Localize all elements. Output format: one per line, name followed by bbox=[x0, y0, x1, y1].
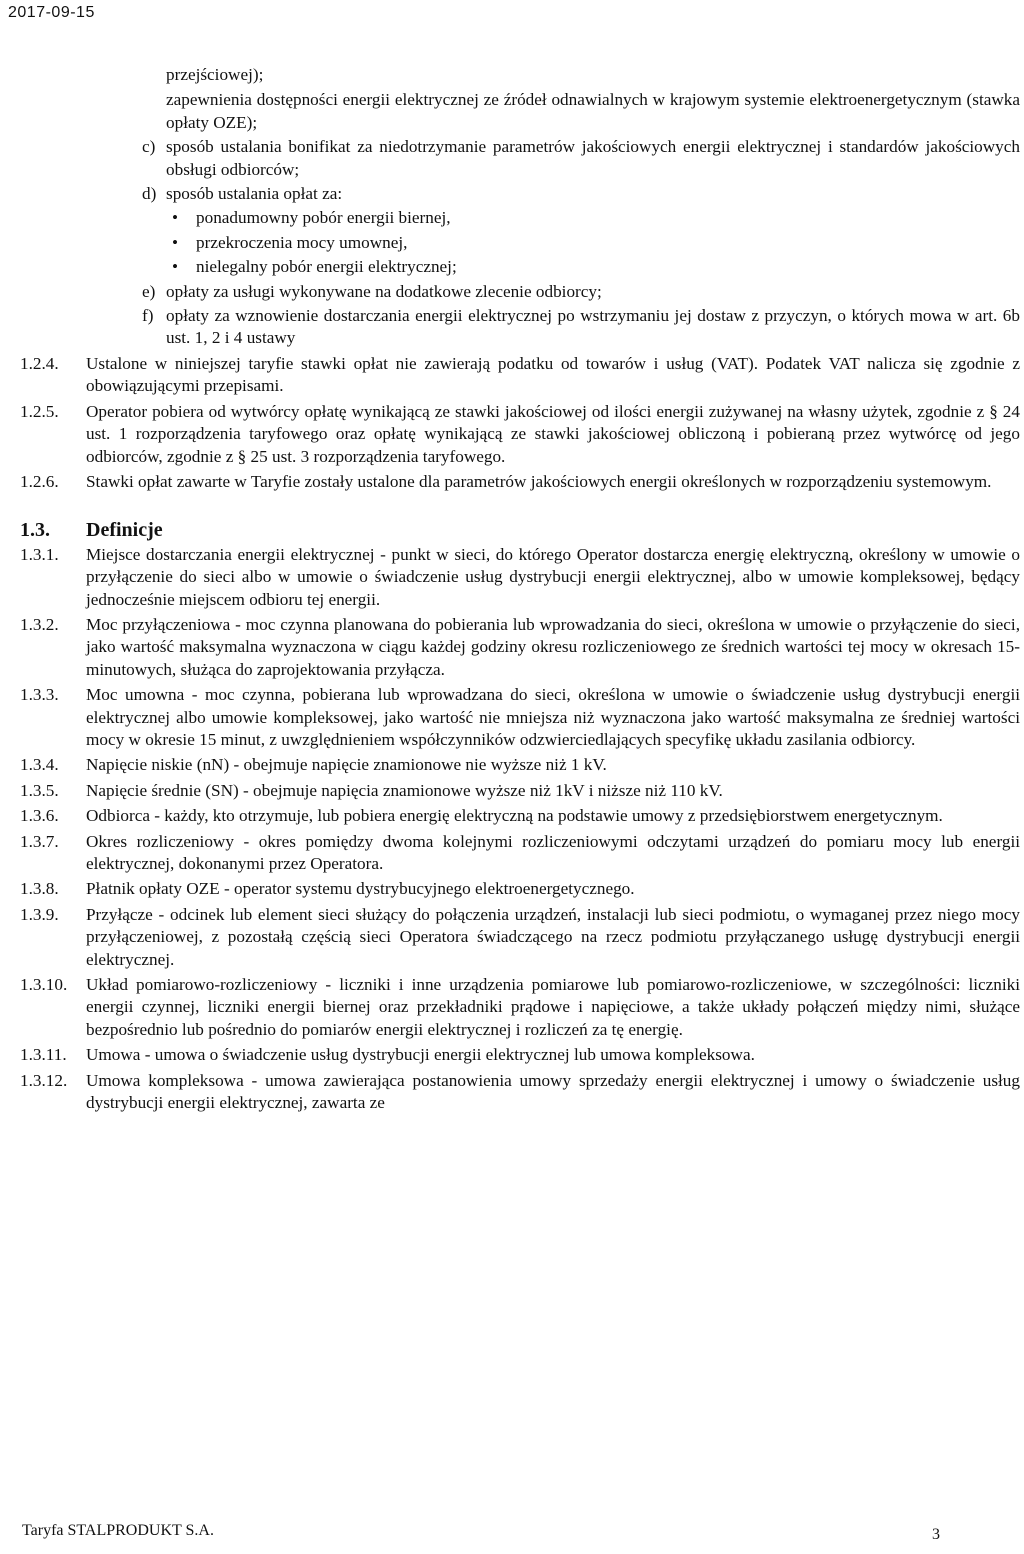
paragraph-text: Stawki opłat zawarte w Taryfie zostały ustalone dla parametrów jakościowych energii określonych w rozporządzeniu systemowym. bbox=[86, 471, 992, 491]
paragraph-number: 1.3.2. bbox=[20, 614, 59, 634]
numbered-paragraph bbox=[20, 614, 1020, 681]
bullet-icon: • bbox=[172, 257, 179, 277]
paragraph-number: 1.2.5. bbox=[20, 401, 59, 421]
paragraph-number: 1.3.5. bbox=[20, 780, 59, 800]
paragraph-text: Operator pobiera od wytwórcy opłatę wynikającą ze stawki jakościowej od ilości energii zużywanej na własny użytek, zgodnie z § 24 ust. 1 rozporządzenia taryfowego oraz opłatę wynikającą ze stawki jakościowej obliczoną i pobieraną przez wytwórcę od jego odbiorców, zgodnie z § 25 ust. 3 rozporządzenia taryfowego. bbox=[86, 401, 1020, 466]
document-body bbox=[20, 64, 1020, 1114]
bullet-item bbox=[20, 207, 1020, 229]
numbered-paragraph bbox=[20, 831, 1020, 876]
paragraph-text: Okres rozliczeniowy - okres pomiędzy dwoma kolejnymi rozliczeniowymi odczytami urządzeń do pomiaru mocy lub energii elektrycznej, dokonanymi przez Operatora. bbox=[86, 831, 1020, 873]
numbered-paragraph bbox=[20, 974, 1020, 1041]
numbered-paragraph bbox=[20, 1044, 1020, 1066]
lettered-item bbox=[20, 281, 1020, 303]
item-letter: f) bbox=[142, 306, 154, 326]
paragraph-number: 1.3.12. bbox=[20, 1070, 68, 1090]
header-date: 2017-09-15 bbox=[8, 4, 95, 21]
paragraph-text: Moc umowna - moc czynna, pobierana lub wprowadzana do sieci, określona w umowie o świadczenie usług dystrybucji energii elektrycznej albo umowie kompleksowej, jako wartość nie mniejsza niż wyznaczona jako wartość maksymalna ze średniej wartości mocy w okresie 15 minut, z uwzględnieniem współczynników odzwierciedlających specyfikę układu zasilania odbiorcy. bbox=[86, 685, 1020, 749]
page-number: 3 bbox=[932, 1526, 940, 1543]
paragraph-number: 1.3.1. bbox=[20, 544, 59, 564]
bullet-text: nielegalny pobór energii elektrycznej; bbox=[196, 257, 457, 277]
item-letter: c) bbox=[142, 137, 156, 157]
footer-title: Taryfa STALPRODUKT S.A. bbox=[22, 1522, 214, 1539]
paragraph-number: 1.3.7. bbox=[20, 831, 59, 851]
bullet-text: przekroczenia mocy umownej, bbox=[196, 232, 408, 252]
paragraph-number: 1.3.9. bbox=[20, 904, 59, 924]
bullet-item bbox=[20, 256, 1020, 278]
item-text: sposób ustalania bonifikat za niedotrzymanie parametrów jakościowych energii elektrycznej i standardów jakościowych obsługi odbiorców; bbox=[166, 137, 1020, 179]
numbered-paragraph bbox=[20, 780, 1020, 802]
bullet-item bbox=[20, 232, 1020, 254]
paragraph-text: Płatnik opłaty OZE - operator systemu dystrybucyjnego elektroenergetycznego. bbox=[86, 879, 635, 899]
paragraph: zapewnienia dostępności energii elektrycznej ze źródeł odnawialnych w krajowym systemie elektroenergetycznym (stawka opłaty OZE); bbox=[166, 90, 1020, 132]
numbered-paragraph bbox=[20, 1070, 1020, 1115]
item-text: opłaty za usługi wykonywane na dodatkowe zlecenie odbiorcy; bbox=[166, 281, 602, 301]
item-text: opłaty za wznowienie dostarczania energii elektrycznej po wstrzymaniu jej dostaw z przyczyn, o których mowa w art. 6b ust. 1, 2 i 4 ustawy bbox=[166, 306, 1020, 348]
numbered-paragraph bbox=[20, 471, 1020, 493]
section-number: 1.3. bbox=[20, 519, 50, 542]
paragraph-number: 1.2.6. bbox=[20, 471, 59, 491]
numbered-paragraph bbox=[20, 805, 1020, 827]
item-letter: d) bbox=[142, 184, 157, 204]
paragraph-text: Napięcie średnie (SN) - obejmuje napięcia znamionowe wyższe niż 1kV i niższe niż 110 kV. bbox=[86, 780, 723, 800]
bullet-icon: • bbox=[172, 208, 179, 228]
paragraph-number: 1.2.4. bbox=[20, 353, 59, 373]
paragraph-number: 1.3.3. bbox=[20, 685, 59, 705]
numbered-paragraph bbox=[20, 878, 1020, 900]
lettered-item bbox=[20, 305, 1020, 350]
paragraph-text: Napięcie niskie (nN) - obejmuje napięcie znamionowe nie wyższe niż 1 kV. bbox=[86, 755, 607, 775]
paragraph: przejściowej); bbox=[166, 65, 264, 84]
paragraph-number: 1.3.8. bbox=[20, 879, 59, 899]
paragraph-text: Miejsce dostarczania energii elektrycznej - punkt w sieci, do którego Operator dostarcza energię elektryczną, określony w umowie o przyłączenie do sieci albo w umowie o świadczenie usług dystrybucji energii elektrycznej, albo w umowie kompleksowej, będący jednocześnie miejscem odbioru tej energii. bbox=[86, 544, 1020, 609]
lettered-item bbox=[20, 136, 1020, 181]
numbered-paragraph bbox=[20, 904, 1020, 971]
section-heading bbox=[20, 519, 1020, 541]
paragraph-text: Umowa - umowa o świadczenie usług dystrybucji energii elektrycznej lub umowa kompleksowa. bbox=[86, 1045, 755, 1065]
paragraph-number: 1.3.11. bbox=[20, 1045, 67, 1065]
numbered-paragraph bbox=[20, 544, 1020, 611]
section-title: Definicje bbox=[86, 519, 163, 542]
paragraph-text: Przyłącze - odcinek lub element sieci służący do połączenia urządzeń, instalacji lub sieci podmiotu, o wymaganej przez niego mocy przyłączeniowej, z pozostałą częścią sieci Operatora świadczącego na rzecz podmiotu przyłączanego usługę dystrybucji energii elektrycznej. bbox=[86, 904, 1020, 969]
paragraph-text: Układ pomiarowo-rozliczeniowy - liczniki i inne urządzenia pomiarowe lub pomiarowo-rozliczeniowe, w szczególności: liczniki energii czynnej, liczniki energii biernej oraz przekładniki prądowe i napięciowe, a także układy połączeń między nimi, służące bezpośrednio lub pośrednio do pomiarów energii elektrycznej i rozliczeń za tę energię. bbox=[86, 975, 1020, 1039]
bullet-text: ponadumowny pobór energii biernej, bbox=[196, 208, 451, 228]
paragraph-text: Odbiorca - każdy, kto otrzymuje, lub pobiera energię elektryczną na podstawie umowy z przedsiębiorstwem energetycznym. bbox=[86, 806, 943, 826]
lettered-item bbox=[20, 183, 1020, 205]
item-letter: e) bbox=[142, 281, 156, 301]
item-text: sposób ustalania opłat za: bbox=[166, 184, 343, 204]
paragraph-text: Moc przyłączeniowa - moc czynna planowana do pobierania lub wprowadzania do sieci, określona w umowie o przyłączenie do sieci, jako wartość maksymalna wyznaczona w ciągu każdej godziny okresu rozliczeniowego ze średnich wartości tej mocy w okresach 15-minutowych, służąca do zaprojektowania przyłącza. bbox=[86, 614, 1020, 679]
paragraph-text: Ustalone w niniejszej taryfie stawki opłat nie zawierają podatku od towarów i usług (VAT). Podatek VAT nalicza się zgodnie z obowiązującymi przepisami. bbox=[86, 353, 1020, 396]
bullet-icon: • bbox=[172, 232, 179, 252]
numbered-paragraph bbox=[20, 401, 1020, 468]
numbered-paragraph bbox=[20, 684, 1020, 751]
paragraph-text: Umowa kompleksowa - umowa zawierająca postanowienia umowy sprzedaży energii elektrycznej i umowy o świadczenie usług dystrybucji energii elektrycznej, zawarta ze bbox=[86, 1070, 1020, 1113]
paragraph-number: 1.3.4. bbox=[20, 755, 59, 775]
numbered-paragraph bbox=[20, 754, 1020, 776]
paragraph-number: 1.3.10. bbox=[20, 975, 68, 995]
paragraph-number: 1.3.6. bbox=[20, 806, 59, 826]
numbered-paragraph bbox=[20, 353, 1020, 398]
